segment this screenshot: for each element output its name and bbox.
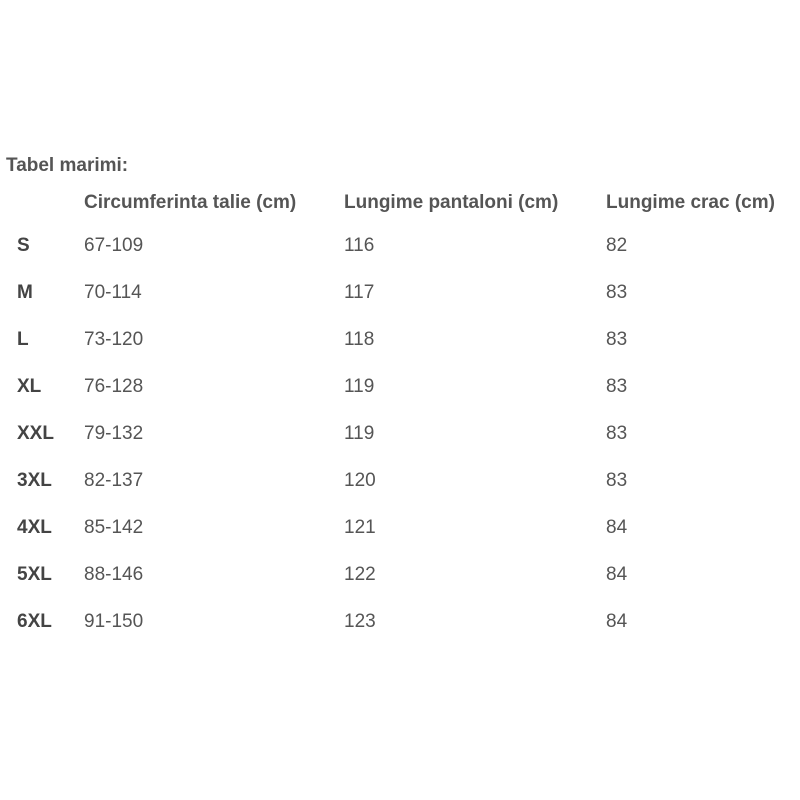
pants-length-cell: 119 [344,375,375,397]
size-cell: 4XL [17,516,52,538]
waist-cell: 79-132 [84,422,144,444]
table-row [6,269,796,316]
size-cell: 3XL [17,469,52,491]
table-row [6,504,796,551]
pants-length-cell: 117 [344,281,375,303]
table-row [6,410,796,457]
header-size [6,184,84,222]
pants-length-cell: 121 [344,516,376,538]
size-cell: XL [17,375,42,397]
waist-cell: 76-128 [84,375,144,397]
waist-cell: 91-150 [84,610,144,632]
header-inseam: Lungime crac (cm) [606,192,775,213]
table-row [6,457,796,504]
size-cell: 6XL [17,610,52,632]
inseam-cell: 83 [606,422,628,444]
table-row [6,316,796,363]
waist-cell: 85-142 [84,516,144,538]
pants-length-cell: 118 [344,328,375,350]
table-row [6,598,796,645]
waist-cell: 82-137 [84,469,144,491]
pants-length-cell: 123 [344,610,376,632]
inseam-cell: 84 [606,610,628,632]
inseam-cell: 83 [606,469,628,491]
table-title: Tabel marimi: [6,155,129,176]
waist-cell: 73-120 [84,328,144,350]
inseam-cell: 83 [606,328,628,350]
table-header-row [6,184,796,222]
table-row [6,222,796,269]
table-row [6,363,796,410]
size-cell: 5XL [17,563,52,585]
header-pants-length: Lungime pantaloni (cm) [344,192,559,213]
waist-cell: 70-114 [84,281,142,303]
size-table-block [6,152,796,645]
pants-length-cell: 116 [344,234,375,256]
inseam-cell: 83 [606,375,628,397]
header-waist: Circumferinta talie (cm) [84,192,297,213]
pants-length-cell: 120 [344,469,376,491]
inseam-cell: 84 [606,563,628,585]
waist-cell: 67-109 [84,234,144,256]
size-cell: L [17,328,29,350]
pants-length-cell: 122 [344,563,376,585]
inseam-cell: 83 [606,281,628,303]
size-cell: XXL [17,422,54,444]
size-cell: M [17,281,33,303]
waist-cell: 88-146 [84,563,144,585]
size-table [6,184,796,645]
size-cell: S [17,234,30,256]
table-row [6,551,796,598]
pants-length-cell: 119 [344,422,375,444]
inseam-cell: 84 [606,516,628,538]
inseam-cell: 82 [606,234,628,256]
